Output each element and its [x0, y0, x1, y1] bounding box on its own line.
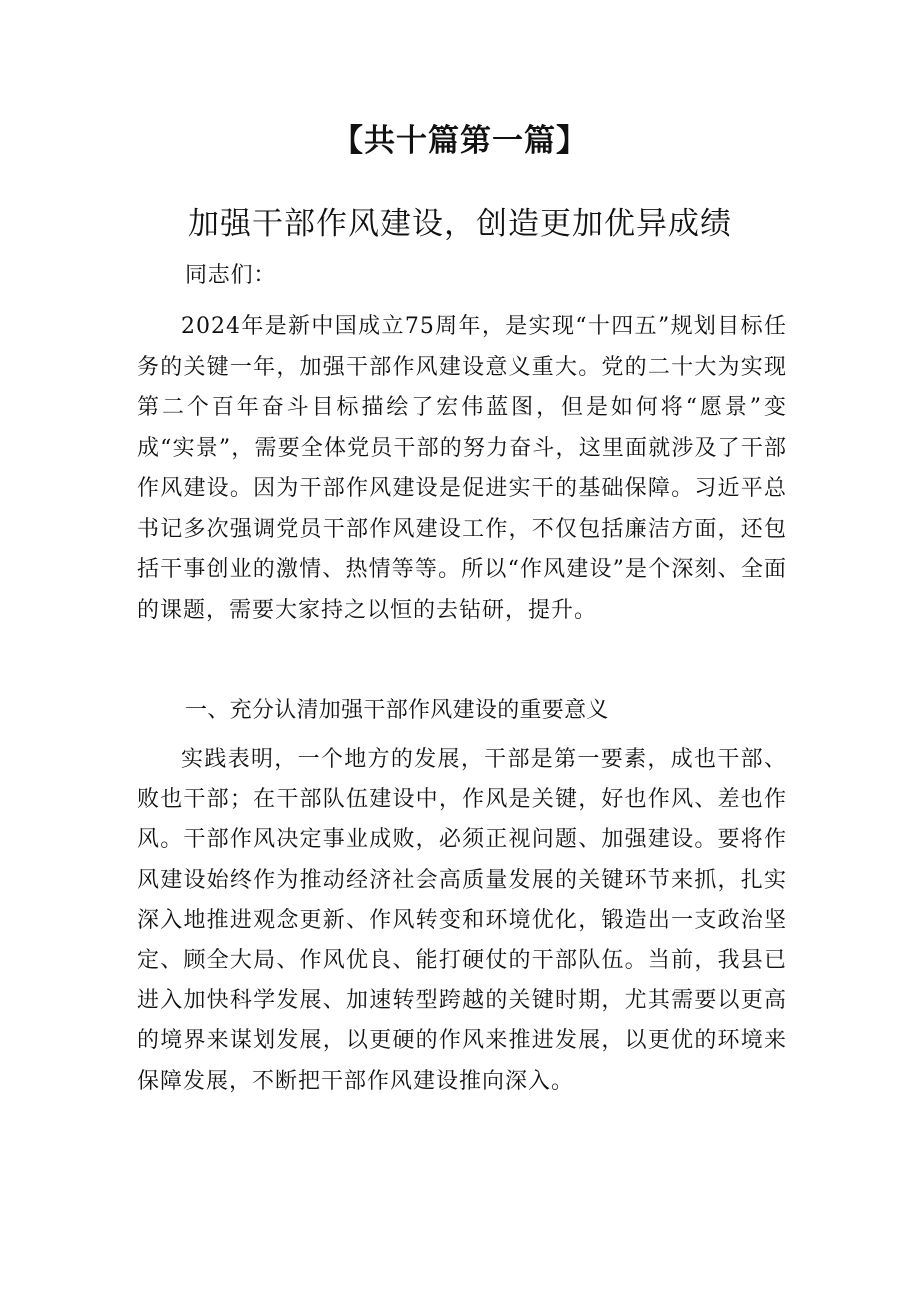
document-title: 加强干部作风建设，创造更加优异成绩 — [188, 206, 732, 242]
paragraph-intro: 2024年是新中国成立75周年，是实现“十四五”规划目标任务的关键一年，加强干部作风建设意义重大。党的二十大为实现第二个百年奋斗目标描绘了宏伟蓝图，但是如何将“愿景”变成“实景”，需要全体党员干部的努力奋斗，这里面就涉及了干部作风建设。因为干部作风建设是促进实干的基础保障。习近平总书记多次强调党员干部作风建设工作，不仅包括廉洁方面，还包括干事创业的激情、热情等等。所以“作风建设”是个深刻、全面的课题，需要大家持之以恒的去钻研，提升。 — [137, 314, 787, 623]
section-heading-1: 一、充分认清加强干部作风建设的重要意义 — [185, 698, 609, 723]
salutation: 同志们： — [185, 263, 277, 288]
paragraph-section-1: 实践表明，一个地方的发展，干部是第一要素，成也干部、败也干部；在干部队伍建设中，作风是关键，好也作风、差也作风。干部作风决定事业成败，必须正视问题、加强建设。要将作风建设始终作为推动经济社会高质量发展的关键环节来抓，扎实深入地推进观念更新、作风转变和环境优化，锻造出一支政治坚定、顾全大局、作风优良、能打硬仗的干部队伍。当前，我县已进入加快科学发展、加速转型跨越的关键时期，尤其需要以更高的境界来谋划发展，以更硬的作风来推进发展，以更优的环境来保障发展，不断把干部作风建设推向深入。 — [137, 747, 787, 1094]
series-title: 【共十篇第一篇】 — [332, 123, 588, 159]
